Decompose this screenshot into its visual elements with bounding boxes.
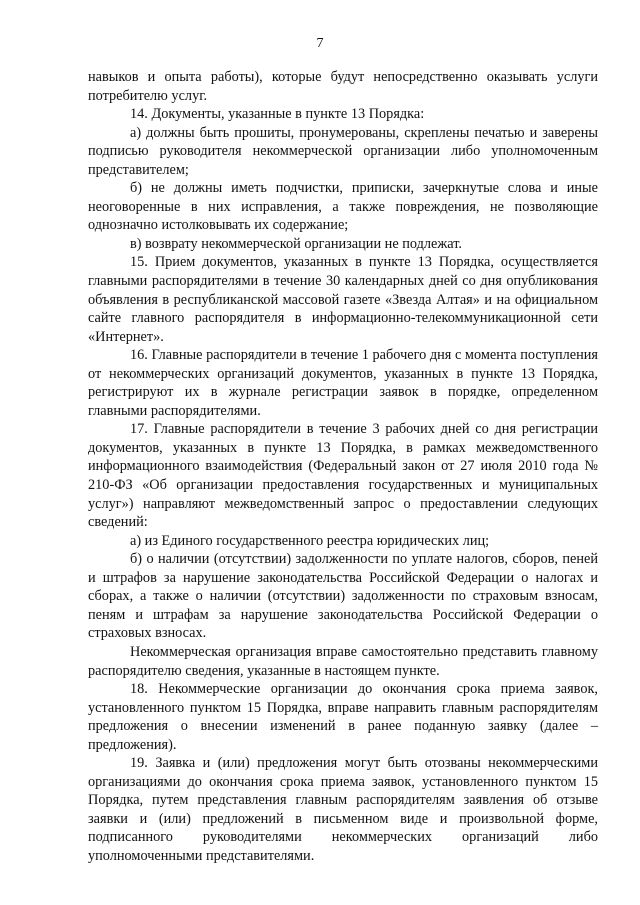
paragraph: 14. Документы, указанные в пункте 13 Порядка: <box>130 106 425 123</box>
paragraph: б) о наличии (отсутствии) задолженности по уплате налогов, сборов, пеней и штрафов за нарушение законодательства Российской Федерации о налогах и сборах, а также о наличии (отсутствии) задолженности по страховым взносам, пеням и штрафам за нарушение законодательства Российской Федерации о страховых взносах. <box>88 551 598 642</box>
paragraph: а) должны быть прошиты, пронумерованы, скреплены печатью и заверены подписью руководителя некоммерческой организации либо уполномоченным представителем; <box>88 124 598 178</box>
paragraph: 16. Главные распорядители в течение 1 рабочего дня с момента поступления от некоммерческих организаций документов, указанных в пункте 13 Порядка, регистрируют их в журнале регистрации заявок в порядке, определенном главными распорядителями. <box>88 347 598 419</box>
paragraph: 18. Некоммерческие организации до окончания срока приема заявок, установленного пунктом 15 Порядка, вправе направить главным распорядителям предложения о внесении изменений в ранее поданную заявку (далее – предложения). <box>88 681 598 753</box>
paragraph: 19. Заявка и (или) предложения могут быть отозваны некоммерческими организациями до окончания срока приема заявок, установленного пунктом 15 Порядка, путем представления главным распорядителям заявления об отзыве заявки и (или) предложений в письменном виде и произвольной форме, подписанного руководителями некоммерческих организаций либо уполномоченными представителями. <box>88 755 598 864</box>
paragraph: 17. Главные распорядители в течение 3 рабочих дней со дня регистрации документов, указанных в пункте 13 Порядка, в рамках межведомственного информационного взаимодействия (Федеральный закон от 27 июля 2010 года № 210-ФЗ «Об организации предоставления государственных и муниципальных услуг») направляют межведомственный запрос о предоставлении следующих сведений: <box>88 421 598 531</box>
paragraph: а) из Единого государственного реестра юридических лиц; <box>130 532 490 549</box>
paragraph: Некоммерческая организация вправе самостоятельно представить главному распорядителю сведения, указанные в настоящем пункте. <box>88 643 598 679</box>
paragraph: б) не должны иметь подчистки, приписки, зачеркнутые слова и иные неоговоренные в них исправления, а также повреждения, не позволяющие однозначно истолковывать их содержание; <box>88 180 598 234</box>
paragraph: навыков и опыта работы), которые будут непосредственно оказывать услуги потребителю услуг. <box>88 69 598 104</box>
document-body <box>88 68 598 866</box>
paragraph: 15. Прием документов, указанных в пункте 13 Порядка, осуществляется главными распорядителями в течение 30 календарных дней со дня опубликования объявления в республиканской массовой газете «Звезда Алтая» и на официальном сайте главного распорядителя в информационно-телекоммуникационной сети «Интернет». <box>88 254 598 345</box>
page-number: 7 <box>316 36 324 51</box>
paragraph: в) возврату некоммерческой организации не подлежат. <box>130 235 462 252</box>
